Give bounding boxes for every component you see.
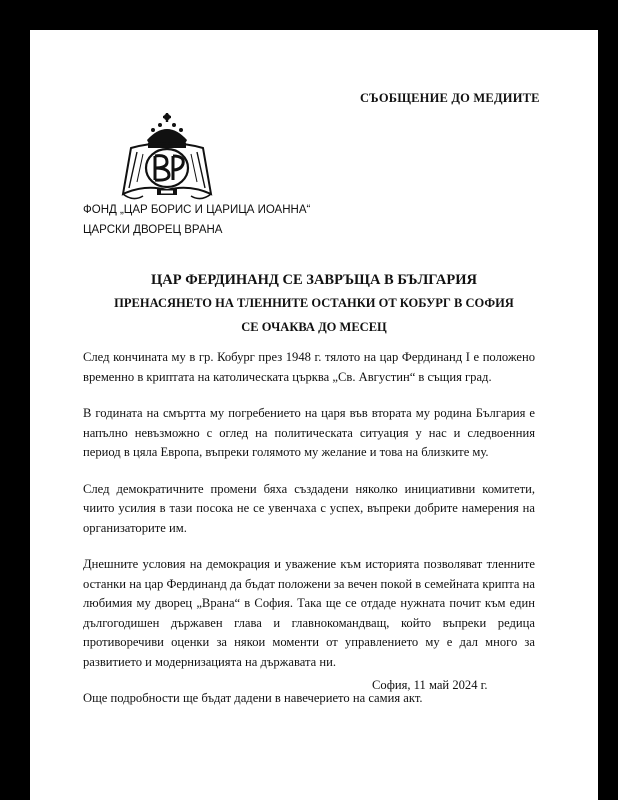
sub-headline-1: ПРЕНАСЯНЕТО НА ТЛЕННИТЕ ОСТАНКИ ОТ КОБУРГ В СОФИЯ xyxy=(114,296,514,310)
organization-name: ФОНД „ЦАР БОРИС И ЦАРИЦА ИОАННА“ xyxy=(83,204,311,216)
sub-headline-2: СЕ ОЧАКВА ДО МЕСЕЦ xyxy=(241,320,387,334)
organization-palace: ЦАРСКИ ДВОРЕЦ ВРАНА xyxy=(83,224,223,236)
body-text xyxy=(83,348,535,726)
paragraph: Днешните условия на демокрация и уважение към историята позволяват тленните останки на цар Фердинанд да бъдат положени за вечен покой в семейната крипта на любимия му дворец „Врана“ в София. Така ще се отдаде нужната почит към един дългогодишен държавен глава и главнокомандващ, който въпреки редица противоречиви оценки за някои моменти от управлението му е дал много за развитието и модернизацията на държавата ни. xyxy=(83,557,535,669)
paragraph: В годината на смъртта му погребението на царя във втората му родина България е напълно невъзможно с оглед на политическата ситуация у нас и следвоенния период в цяла Европа, въпреки голямото му желание и това на близките му. xyxy=(83,406,535,459)
royal-crowned-monogram-icon xyxy=(117,110,217,204)
document-page xyxy=(30,30,598,800)
paragraph: След кончината му в гр. Кобург през 1948 г. тялото на цар Фердинанд I е положено временно в криптата на католическата църква „Св. Августин“ в същия град. xyxy=(83,350,535,384)
paragraph: След демократичните промени бяха създадени няколко инициативни комитети, чиито усилия в тази посока не се увенчаха с успех, въпреки добрите намерения на организаторите им. xyxy=(83,481,535,535)
media-note-heading: СЪОБЩЕНИЕ ДО МЕДИИТЕ xyxy=(360,91,540,105)
paragraph: Още подробности ще бъдат дадени в навечерието на самия акт. xyxy=(83,691,423,705)
date-line: София, 11 май 2024 г. xyxy=(372,678,488,692)
main-headline: ЦАР ФЕРДИНАНД СЕ ЗАВРЪЩА В БЪЛГАРИЯ xyxy=(150,272,478,288)
